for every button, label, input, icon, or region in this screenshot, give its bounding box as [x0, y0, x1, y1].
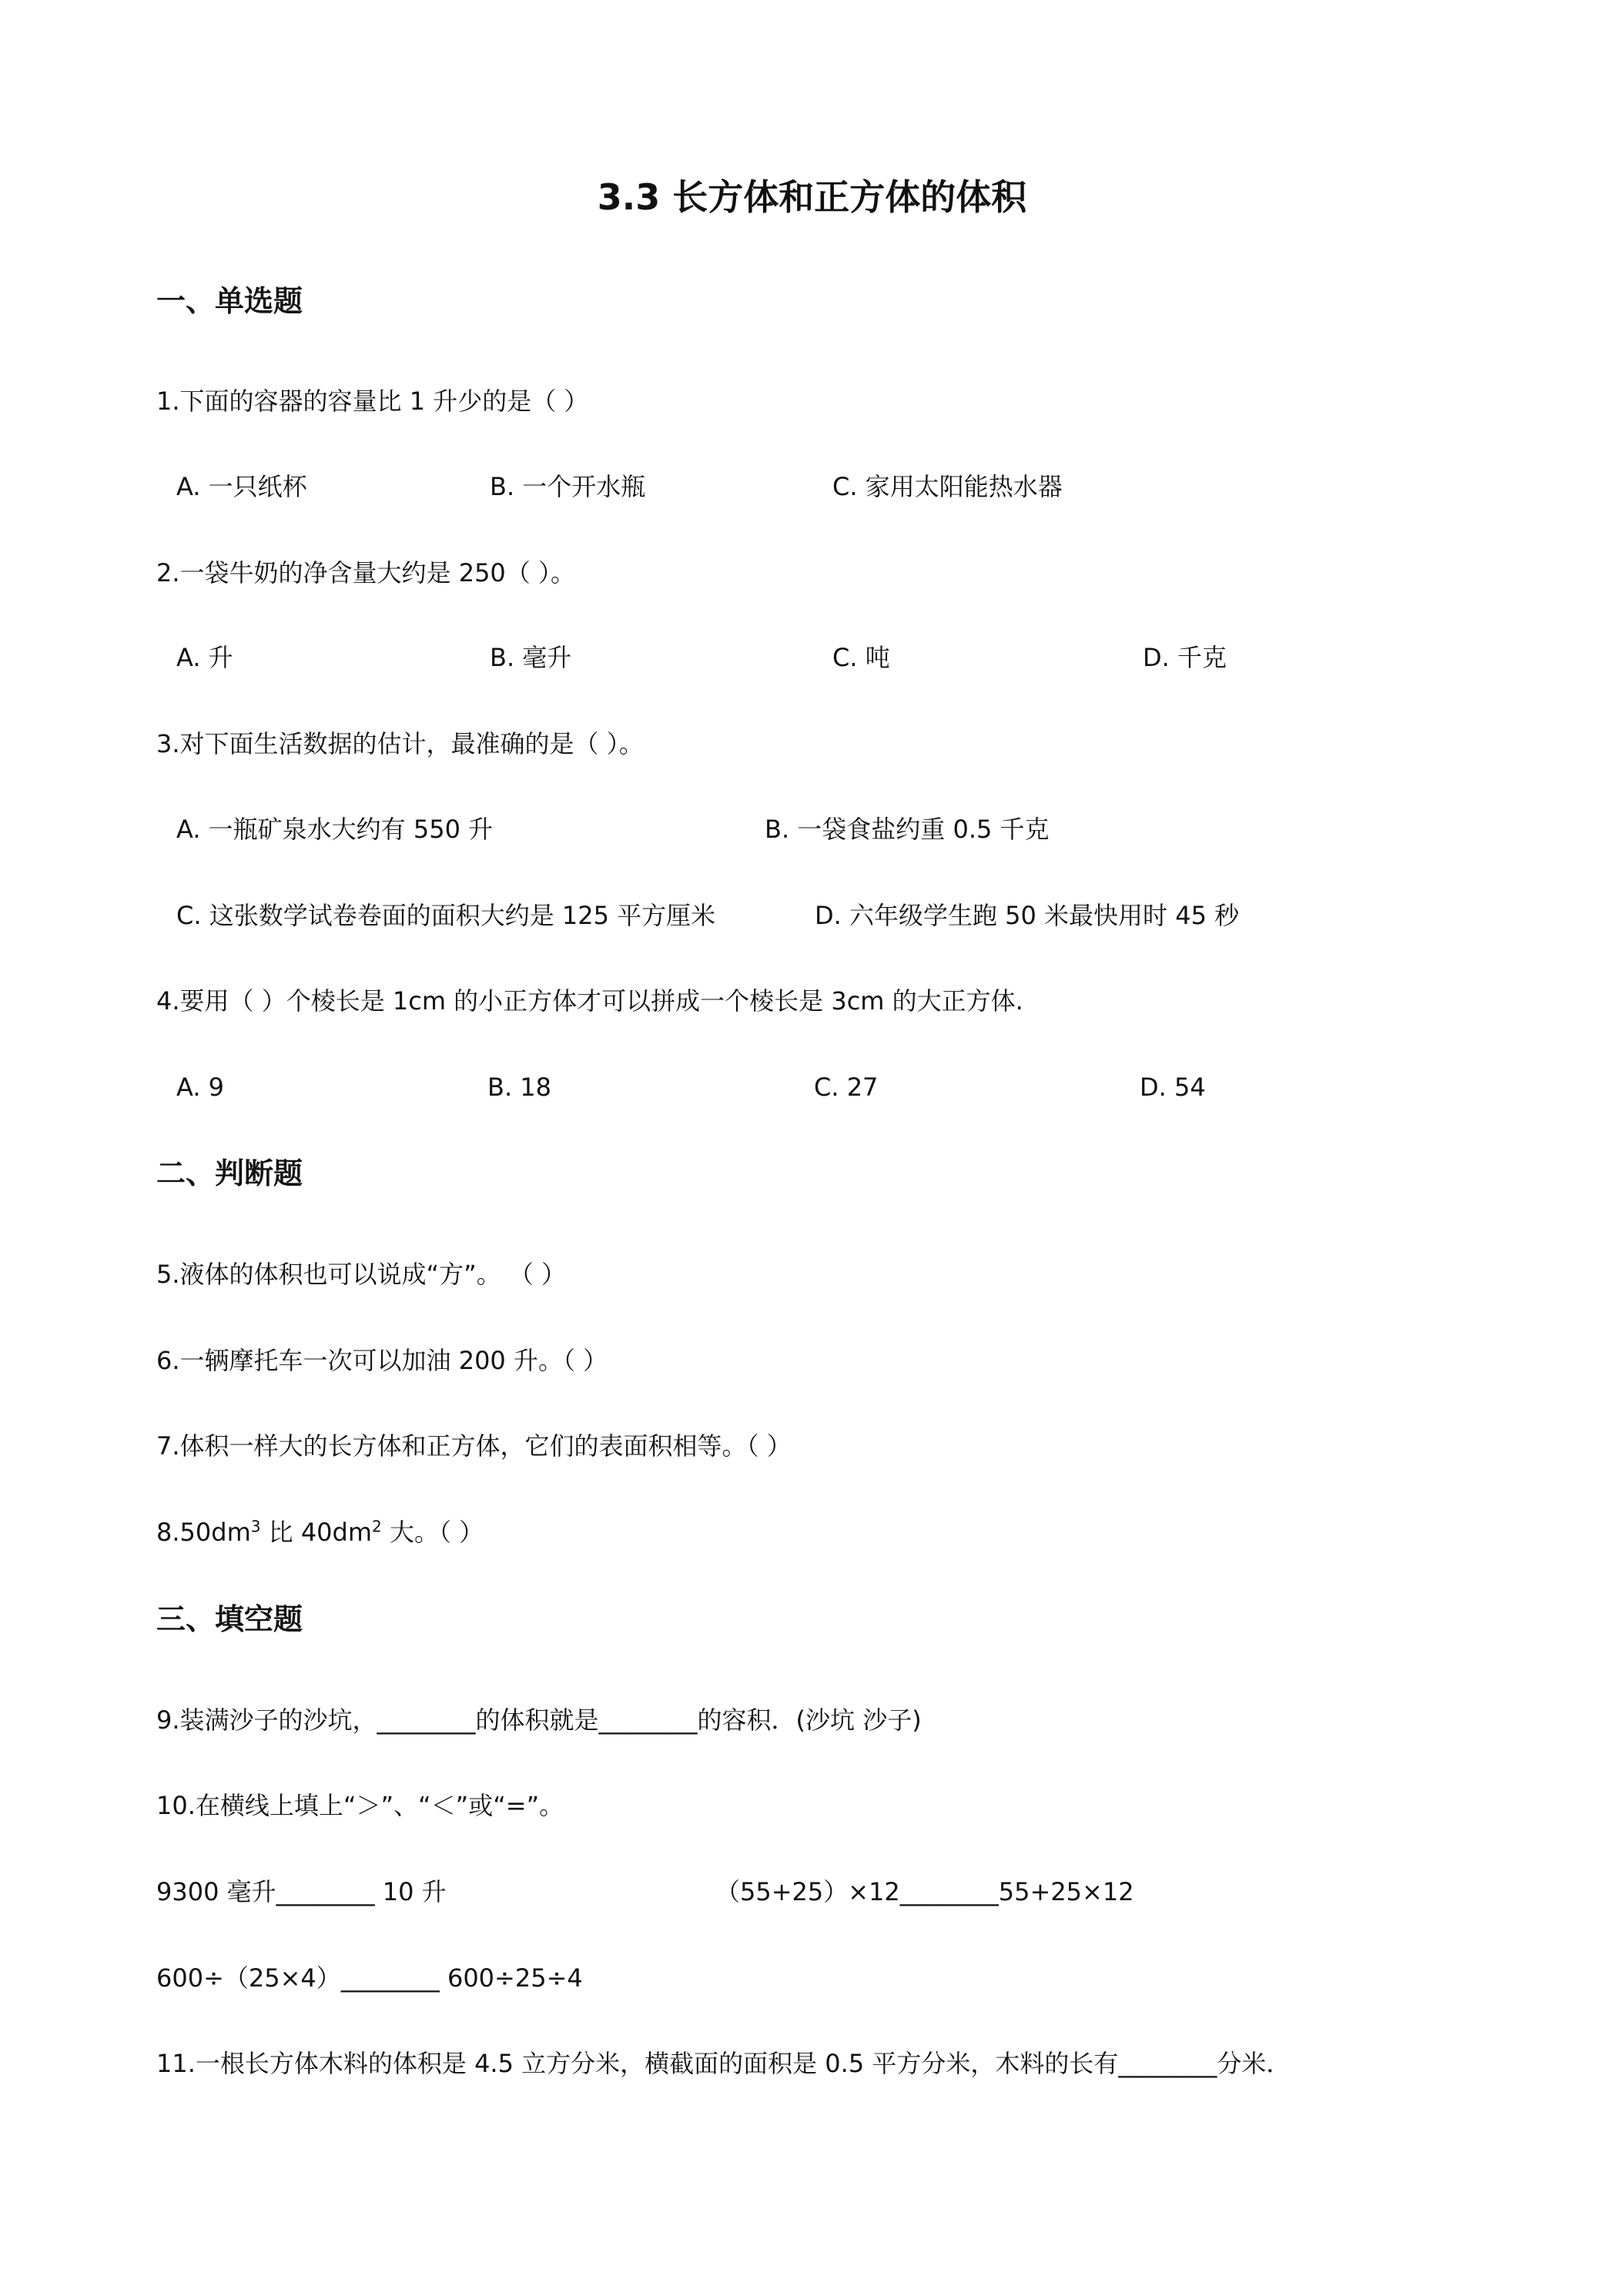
- page-title: 3.3 长方体和正方体的体积: [597, 176, 1027, 218]
- question-10-stem: 10.在横线上填上“＞”、“＜”或“=”。: [156, 1791, 564, 1820]
- question-11: 11.一根长方体木料的体积是 4.5 立方分米，横截面的面积是 0.5 平方分米，木料的长有________分米．: [156, 2049, 1291, 2078]
- question-3-option-b: B. 一袋食盐约重 0.5 千克: [765, 815, 1050, 844]
- question-10-row-1-right: （55+25）×12________55+25×12: [715, 1877, 1134, 1906]
- question-8-part-2: 比 40dm: [260, 1518, 373, 1547]
- question-1-stem: 1.下面的容器的容量比 1 升少的是（ ）: [156, 387, 589, 416]
- question-2-option-c: C. 吨: [832, 643, 890, 672]
- question-10-row-1-left: 9300 毫升________ 10 升: [156, 1877, 447, 1906]
- cubic-exponent: 3: [250, 1517, 261, 1536]
- question-8-part-1: 8.50dm: [156, 1518, 251, 1547]
- question-1-option-a: A. 一只纸杯: [176, 472, 307, 501]
- question-2-option-d: D. 千克: [1143, 643, 1227, 672]
- question-3-option-d: D. 六年级学生跑 50 米最快用时 45 秒: [815, 901, 1240, 930]
- square-exponent: 2: [372, 1517, 382, 1536]
- section-heading-single-choice: 一、单选题: [156, 284, 303, 318]
- question-10-row-2-left: 600÷（25×4）________ 600÷25÷4: [156, 1963, 583, 1993]
- question-9: 9.装满沙子的沙坑，________的体积就是________的容积．(沙坑 沙子): [156, 1705, 922, 1735]
- question-3-stem: 3.对下面生活数据的估计，最准确的是（ ）。: [156, 729, 644, 758]
- question-5: 5.液体的体积也可以说成“方”。 （ ）: [156, 1260, 567, 1289]
- section-heading-fill-in: 三、填空题: [156, 1602, 303, 1636]
- question-8-part-3: 大。（ ）: [381, 1518, 484, 1547]
- question-2-stem: 2.一袋牛奶的净含量大约是 250（ ）。: [156, 558, 575, 587]
- question-4-stem: 4.要用（ ）个棱长是 1cm 的小正方体才可以拼成一个棱长是 3cm 的大正方体.: [156, 986, 1023, 1016]
- question-4-option-b: B. 18: [487, 1073, 552, 1102]
- question-3-option-a: A. 一瓶矿泉水大约有 550 升: [176, 815, 494, 844]
- question-4-option-c: C. 27: [814, 1073, 879, 1102]
- section-heading-true-false: 二、判断题: [156, 1156, 303, 1190]
- question-2-option-b: B. 毫升: [490, 643, 572, 672]
- question-3-option-c: C. 这张数学试卷卷面的面积大约是 125 平方厘米: [176, 901, 716, 930]
- question-8: [156, 1515, 484, 1549]
- question-7: 7.体积一样大的长方体和正方体，它们的表面积相等。（ ）: [156, 1431, 792, 1461]
- question-4-option-d: D. 54: [1140, 1073, 1206, 1102]
- question-1-option-b: B. 一个开水瓶: [490, 472, 646, 501]
- question-4-option-a: A. 9: [176, 1073, 225, 1102]
- question-6: 6.一辆摩托车一次可以加油 200 升。（ ）: [156, 1346, 608, 1375]
- question-2-option-a: A. 升: [176, 643, 233, 672]
- question-1-option-c: C. 家用太阳能热水器: [832, 472, 1063, 501]
